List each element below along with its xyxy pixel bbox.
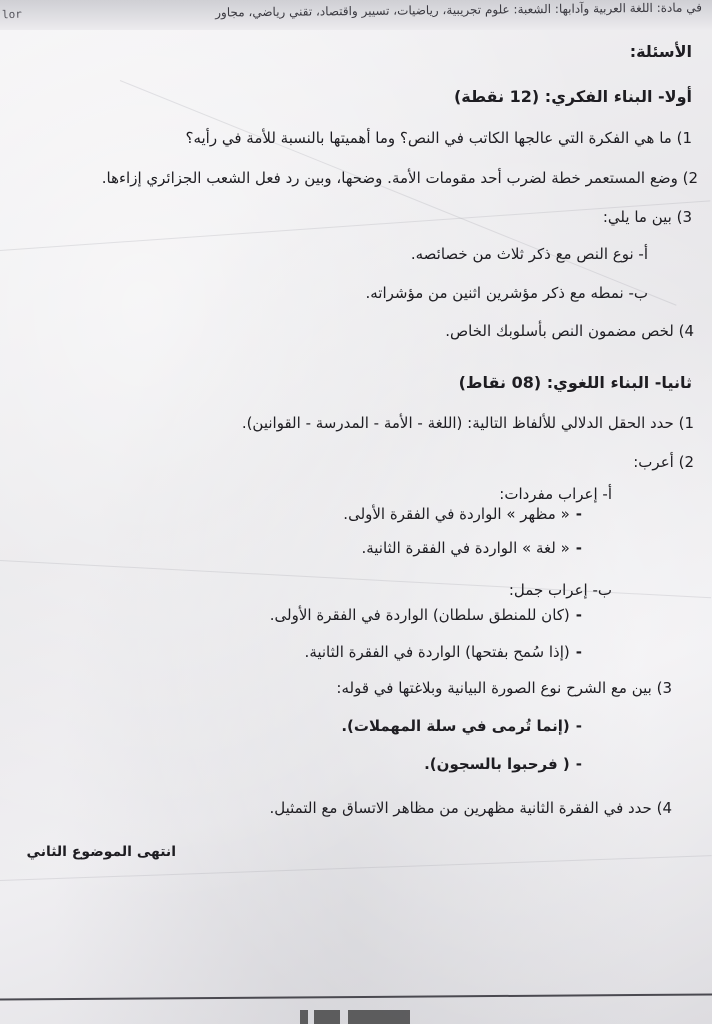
bottom-divider [0, 994, 712, 1001]
list-item: -(كان للمنطق سلطان) الواردة في الفقرة الأولى. [269, 606, 582, 624]
torn-header-strip [0, 0, 712, 30]
part2-question-3: 3) بين مع الشرح نوع الصورة البيانية وبلاغتها في قوله: [336, 679, 672, 697]
section-label: الأسئلة: [629, 42, 692, 61]
list-item: -(إذا سُمح بفتحها) الواردة في الفقرة الثانية. [304, 643, 582, 661]
paper-crease [120, 80, 677, 306]
part2-question-4: 4) حدد في الفقرة الثانية مظهرين من مظاهر الاتساق مع التمثيل. [269, 799, 672, 817]
list-item: -( فرحبوا بالسجون). [424, 755, 582, 773]
end-of-subject-note: انتهى الموضوع الثاني [26, 844, 176, 860]
part1-question-3: 3) بين ما يلي: [602, 208, 692, 226]
part1-title: أولا- البناء الفكري: (12 نقطة) [453, 87, 692, 106]
page-footer-marks [300, 1010, 410, 1024]
part1-question-3b: ب- نمطه مع ذكر مؤشرين اثنين من مؤشراته. [365, 284, 648, 302]
list-item: -« لغة » الواردة في الفقرة الثانية. [361, 539, 582, 557]
part1-question-3a: أ- نوع النص مع ذكر ثلاث من خصائصه. [410, 245, 648, 263]
list-item: -« مظهر » الواردة في الفقرة الأولى. [343, 505, 582, 523]
part2-question-2b: ب- إعراب جمل: [508, 581, 612, 599]
part1-question-1: 1) ما هي الفكرة التي عالجها الكاتب في النص؟ وما أهميتها بالنسبة للأمة في رأيه؟ [185, 129, 692, 147]
header-corner-text: lor [1, 7, 23, 22]
part2-title: ثانيا- البناء اللغوي: (08 نقاط) [458, 373, 692, 392]
part1-question-4: 4) لخص مضمون النص بأسلوبك الخاص. [445, 322, 694, 340]
part1-question-2: 2) وضع المستعمر خطة لضرب أحد مقومات الأمة. وضحها، وبين رد فعل الشعب الجزائري إزاءها. [101, 169, 698, 187]
exam-header: في مادة: اللغة العربية وآدابها: الشعبة: علوم تجريبية، رياضيات، تسيير واقتصاد، تقني رياضي، مجاور [215, 0, 703, 20]
part2-question-2a: أ- إعراب مفردات: [499, 485, 612, 503]
part2-question-1: 1) حدد الحقل الدلالي للألفاظ التالية: (اللغة - الأمة - المدرسة - القوانين). [241, 414, 694, 432]
list-item: -(إنما تُرمى في سلة المهملات). [341, 717, 582, 735]
part2-question-2: 2) أعرب: [633, 453, 694, 471]
